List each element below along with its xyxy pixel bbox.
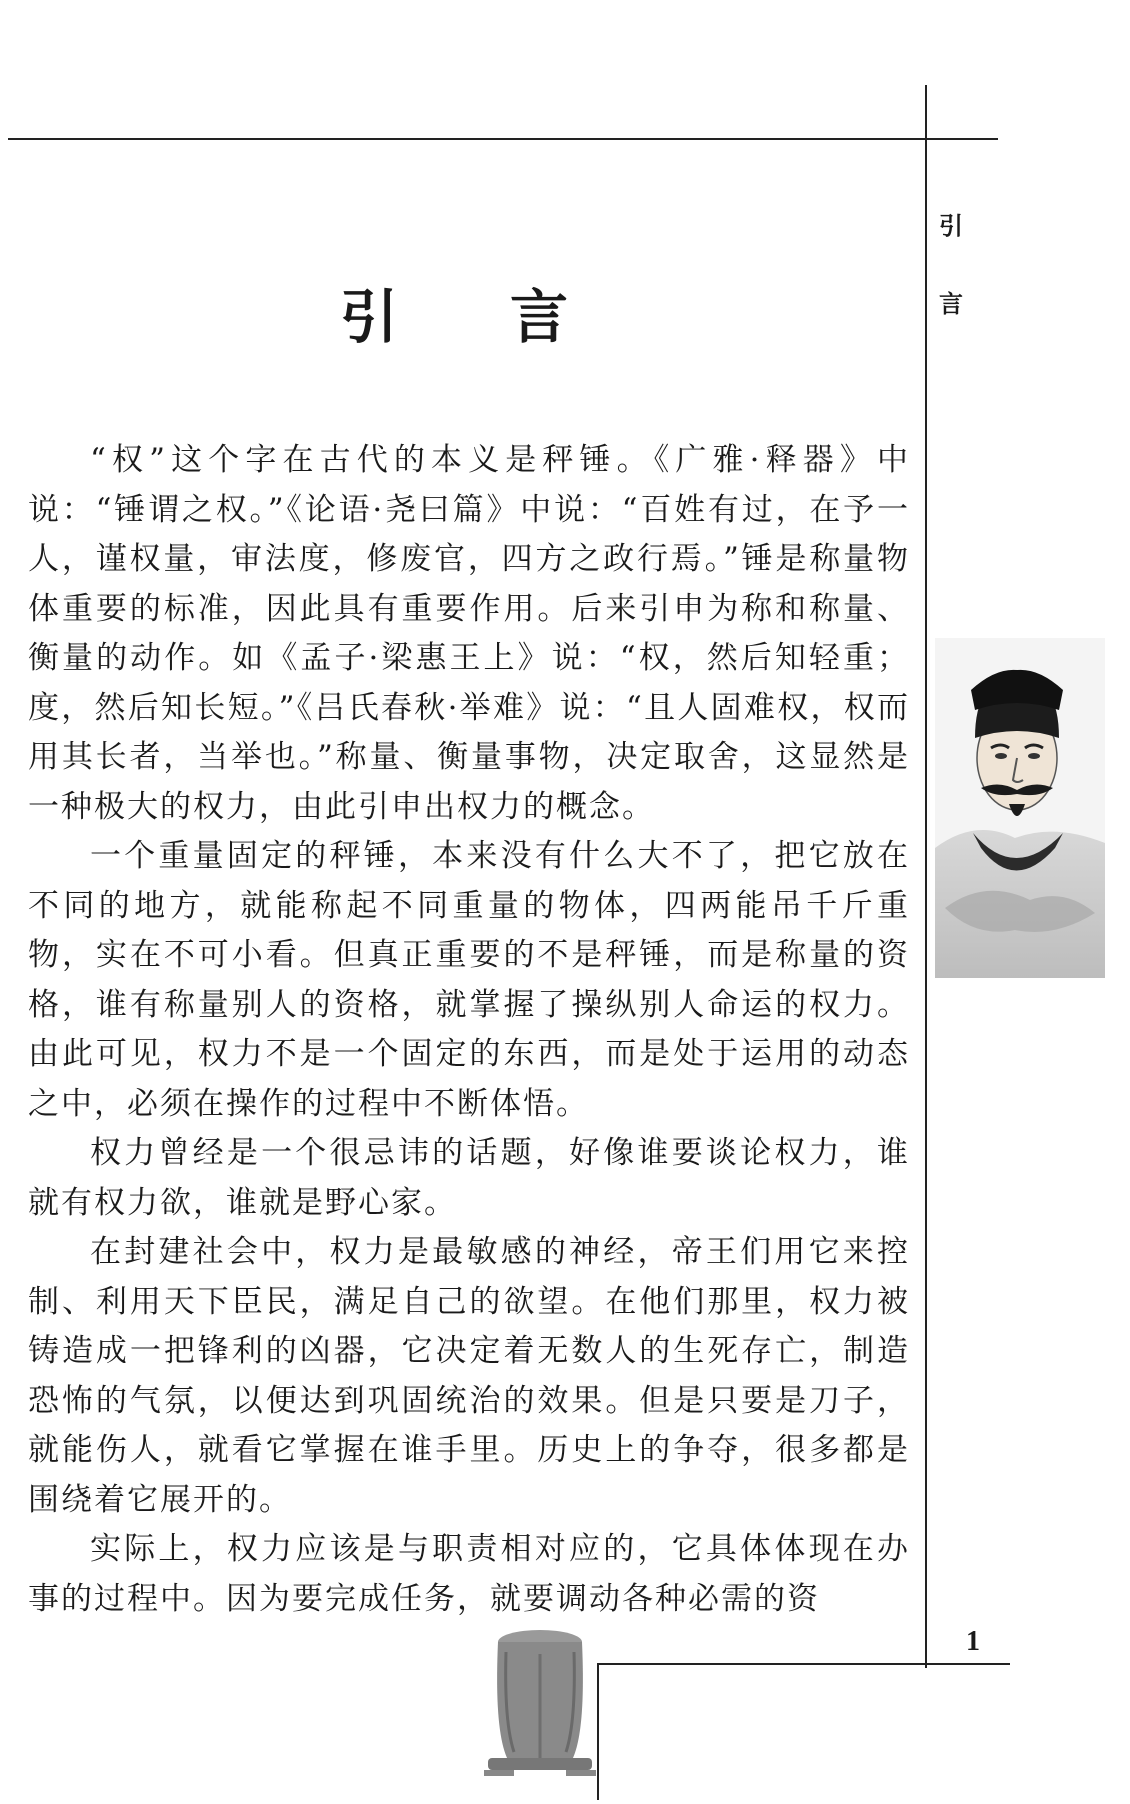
header-rule xyxy=(8,138,998,140)
chapter-title-char-1: 引 xyxy=(340,283,399,351)
paragraph-1: “权”这个字在古代的本义是秤锤。《广雅·释器》中说：“锤谓之权。”《论语·尧曰篇》中说：“百姓有过，在予一人，谨权量，审法度，修废官，四方之政行焉。”锤是称量物体重要的标准，因此具有重要作用。后来引申为称和称量、衡量的动作。如《孟子·梁惠王上》说：“权，然后知轻重；度，然后知长短。”《吕氏春秋·举难》说：“且人固难权，权而用其长者，当举也。”称量、衡量事物，决定取舍，这显然是一种极大的权力，由此引申出权力的概念。 xyxy=(28,442,910,825)
chapter-title-char-2: 言 xyxy=(510,283,569,351)
margin-rule xyxy=(925,85,927,1668)
paragraph-4: 在封建社会中，权力是最敏感的神经，帝王们用它来控制、利用天下臣民，满足自己的欲望。在他们那里，权力被铸造成一把锋利的凶器，它决定着无数人的生死存亡，制造恐怖的气氛，以便达到巩固统治的效果。但是只要是刀子，就能伤人，就看它掌握在谁手里。历史上的争夺，很多都是围绕着它展开的。 xyxy=(28,1234,910,1518)
headwear-illustration-image xyxy=(484,1622,596,1800)
paragraph-5: 实际上，权力应该是与职责相对应的，它具体体现在办事的过程中。因为要完成任务，就要调动各种必需的资 xyxy=(28,1531,910,1617)
footer-divider xyxy=(597,1663,599,1800)
page-number: 1 xyxy=(966,1626,980,1657)
paragraph-2: 一个重量固定的秤锤，本来没有什么大不了，把它放在不同的地方，就能称起不同重量的物体，四两能吊千斤重物，实在不可小看。但真正重要的不是秤锤，而是称量的资格，谁有称量别人的资格，就掌握了操纵别人命运的权力。由此可见，权力不是一个固定的东西，而是处于运用的动态之中，必须在操作的过程中不断体悟。 xyxy=(28,838,910,1122)
paragraph-3: 权力曾经是一个很忌讳的话题，好像谁要谈论权力，谁就有权力欲，谁就是野心家。 xyxy=(28,1135,910,1221)
running-header-char-1: 引 xyxy=(939,212,963,240)
emperor-portrait-image xyxy=(935,638,1105,978)
footer-rule xyxy=(598,1663,1010,1665)
body-text xyxy=(28,436,910,1624)
running-header-char-2: 言 xyxy=(939,290,963,318)
